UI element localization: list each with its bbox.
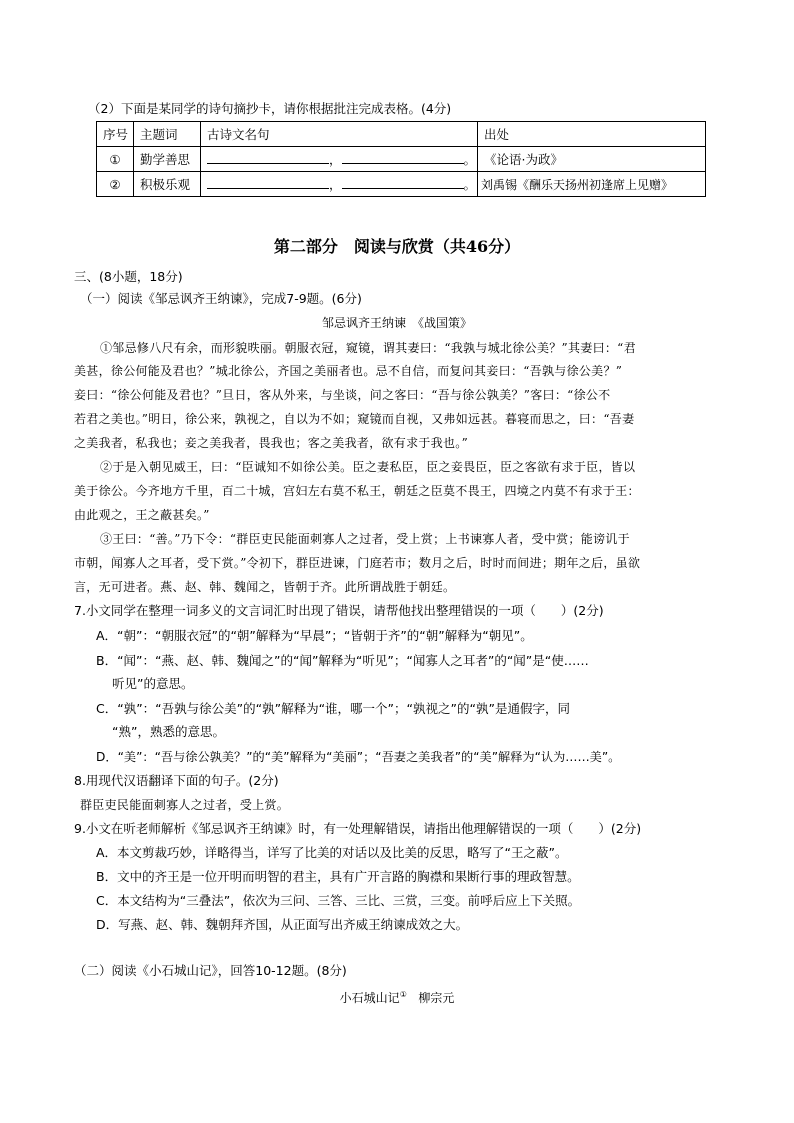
answer-blank-3[interactable] xyxy=(207,175,329,189)
row-source: 刘禹锡《酬乐天扬州初逢席上见赠》 xyxy=(478,172,706,197)
period: 。 xyxy=(463,152,477,167)
q7-option-c-cont: “熟”，熟悉的意思。 xyxy=(112,724,225,739)
q2-intro: （2）下面是某同学的诗句摘抄卡，请你根据批注完成表格。(4分) xyxy=(88,101,452,116)
passage-line: 市朝，闻寡人之耳者，受下赏。”令初下，群臣进谏，门庭若市；数月之后，时时而间进；期年之后，虽欲 xyxy=(74,556,641,570)
header-theme: 主题词 xyxy=(134,122,201,147)
q7-option-b[interactable]: B．“闻”：“燕、赵、韩、魏闻之”的“闻”解释为“听见”；“闻寡人之耳者”的“闻”是“使…… xyxy=(96,653,589,668)
q7-stem: 7.小文同学在整理一词多义的文言词汇时出现了错误，请帮他找出整理错误的一项（ ）(2分) xyxy=(74,603,604,618)
table-row xyxy=(97,147,706,172)
passage-line: 美甚，徐公何能及君也？”城北徐公，齐国之美丽者也。忌不自信，而复问其妾曰：“吾孰与徐公美？” xyxy=(74,364,623,378)
q8-sentence: 群臣吏民能面刺寡人之过者，受上赏。 xyxy=(80,798,290,812)
header-quote: 古诗文名句 xyxy=(201,122,478,147)
passage-2-author: 柳宗元 xyxy=(418,991,455,1005)
q7-option-d[interactable]: D．“美”：“吾与徐公孰美？”的“美”解释为“美丽”；“吾妻之美我者”的“美”解释为“认为……美”。 xyxy=(96,750,621,764)
row-theme: 积极乐观 xyxy=(134,172,201,197)
row-source: 《论语·为政》 xyxy=(478,147,706,172)
passage-line: 美于徐公。今齐地方千里，百二十城，宫妇左右莫不私王，朝廷之臣莫不畏王，四境之内莫不有求于王： xyxy=(74,484,640,498)
passage-line: 之美我者，私我也；妾之美我者，畏我也；客之美我者，欲有求于我也。” xyxy=(74,436,469,450)
passage-line: 言，无可进者。燕、赵、韩、魏闻之，皆朝于齐。此所谓战胜于朝廷。 xyxy=(74,580,456,594)
table-header-row xyxy=(97,122,706,147)
reading-2-intro: （二）阅读《小石城山记》，回答10-12题。(8分) xyxy=(74,963,347,978)
passage-line: 由此观之，王之蔽甚矣。” xyxy=(74,508,210,522)
q7-option-c[interactable]: C．“孰”：“吾孰与徐公美”的“孰”解释为“谁，哪一个”；“孰视之”的“孰”是通假字，同 xyxy=(96,701,570,716)
row-quote-blanks xyxy=(201,147,478,172)
comma: ， xyxy=(329,177,342,192)
passage-line: ①邹忌修八尺有余，而形貌昳丽。朝服衣冠，窥镜，谓其妻曰：“我孰与城北徐公美？”其妻曰：“君 xyxy=(100,341,636,355)
comma: ， xyxy=(329,152,342,167)
row-quote-blanks xyxy=(201,172,478,197)
q9-option-b[interactable]: B．文中的齐王是一位开明而明智的君主，具有广开言路的胸襟和果断行事的理政智慧。 xyxy=(96,869,580,884)
row-theme: 勤学善思 xyxy=(134,147,201,172)
footnote-marker: ① xyxy=(399,990,407,999)
answer-blank-1[interactable] xyxy=(207,150,329,164)
quote-table xyxy=(96,121,706,197)
row-no: ② xyxy=(97,172,134,197)
passage-title: 邹忌讽齐王纳谏 《战国策》 xyxy=(321,316,472,330)
period: 。 xyxy=(463,177,477,192)
q9-stem: 9.小文在听老师解析《邹忌讽齐王纳谏》时，有一处理解错误，请指出他理解错误的一项（ ）(2分) xyxy=(74,821,642,836)
header-no: 序号 xyxy=(97,122,134,147)
header-source: 出处 xyxy=(478,122,706,147)
passage-2-heading xyxy=(0,986,794,1007)
answer-blank-2[interactable] xyxy=(342,150,464,164)
passage-line: ②于是入朝见威王，曰：“臣诚知不如徐公美。臣之妻私臣，臣之妾畏臣，臣之客欲有求于臣，皆以 xyxy=(100,460,636,474)
section-3-heading: 三、(8小题，18分) xyxy=(74,269,183,284)
q7-option-b-cont: 听见”的意思。 xyxy=(112,676,194,691)
passage-line: 妾曰：“徐公何能及君也？”旦日，客从外来，与坐谈，问之客曰：“吾与徐公孰美？”客曰：“徐公不 xyxy=(74,388,611,402)
passage-line: 若君之美也。”明日，徐公来，孰视之，自以为不如；窥镜而自视，又弗如远甚。暮寝而思之，曰：“吾妻 xyxy=(74,412,635,426)
row-no: ① xyxy=(97,147,134,172)
passage-2-title: 小石城山记 xyxy=(339,991,400,1005)
part-title: 第二部分 阅读与欣赏（共46分） xyxy=(273,237,521,256)
q9-option-c[interactable]: C．本文结构为“三叠法”，依次为三问、三答、三比、三赏，三变。前呼后应上下关照。 xyxy=(96,893,581,908)
q9-option-a[interactable]: A．本文剪裁巧妙，详略得当，详写了比美的对话以及比美的反思，略写了“王之蔽”。 xyxy=(96,845,568,860)
reading-1-intro: （一）阅读《邹忌讽齐王纳谏》，完成7-9题。(6分) xyxy=(80,291,362,306)
q9-option-d[interactable]: D．写燕、赵、韩、魏朝拜齐国，从正面写出齐威王纳谏成效之大。 xyxy=(96,917,469,932)
q7-option-a[interactable]: A．“朝”：“朝服衣冠”的“朝”解释为“早晨”；“皆朝于齐”的“朝”解释为“朝见”。 xyxy=(96,628,533,643)
q8-stem: 8.用现代汉语翻译下面的句子。(2分) xyxy=(74,773,279,788)
table-row xyxy=(97,172,706,197)
passage-line: ③王曰：“善。”乃下令：“群臣吏民能面刺寡人之过者，受上赏；上书谏寡人者，受中赏；能谤讥于 xyxy=(100,532,630,546)
answer-blank-4[interactable] xyxy=(342,175,464,189)
